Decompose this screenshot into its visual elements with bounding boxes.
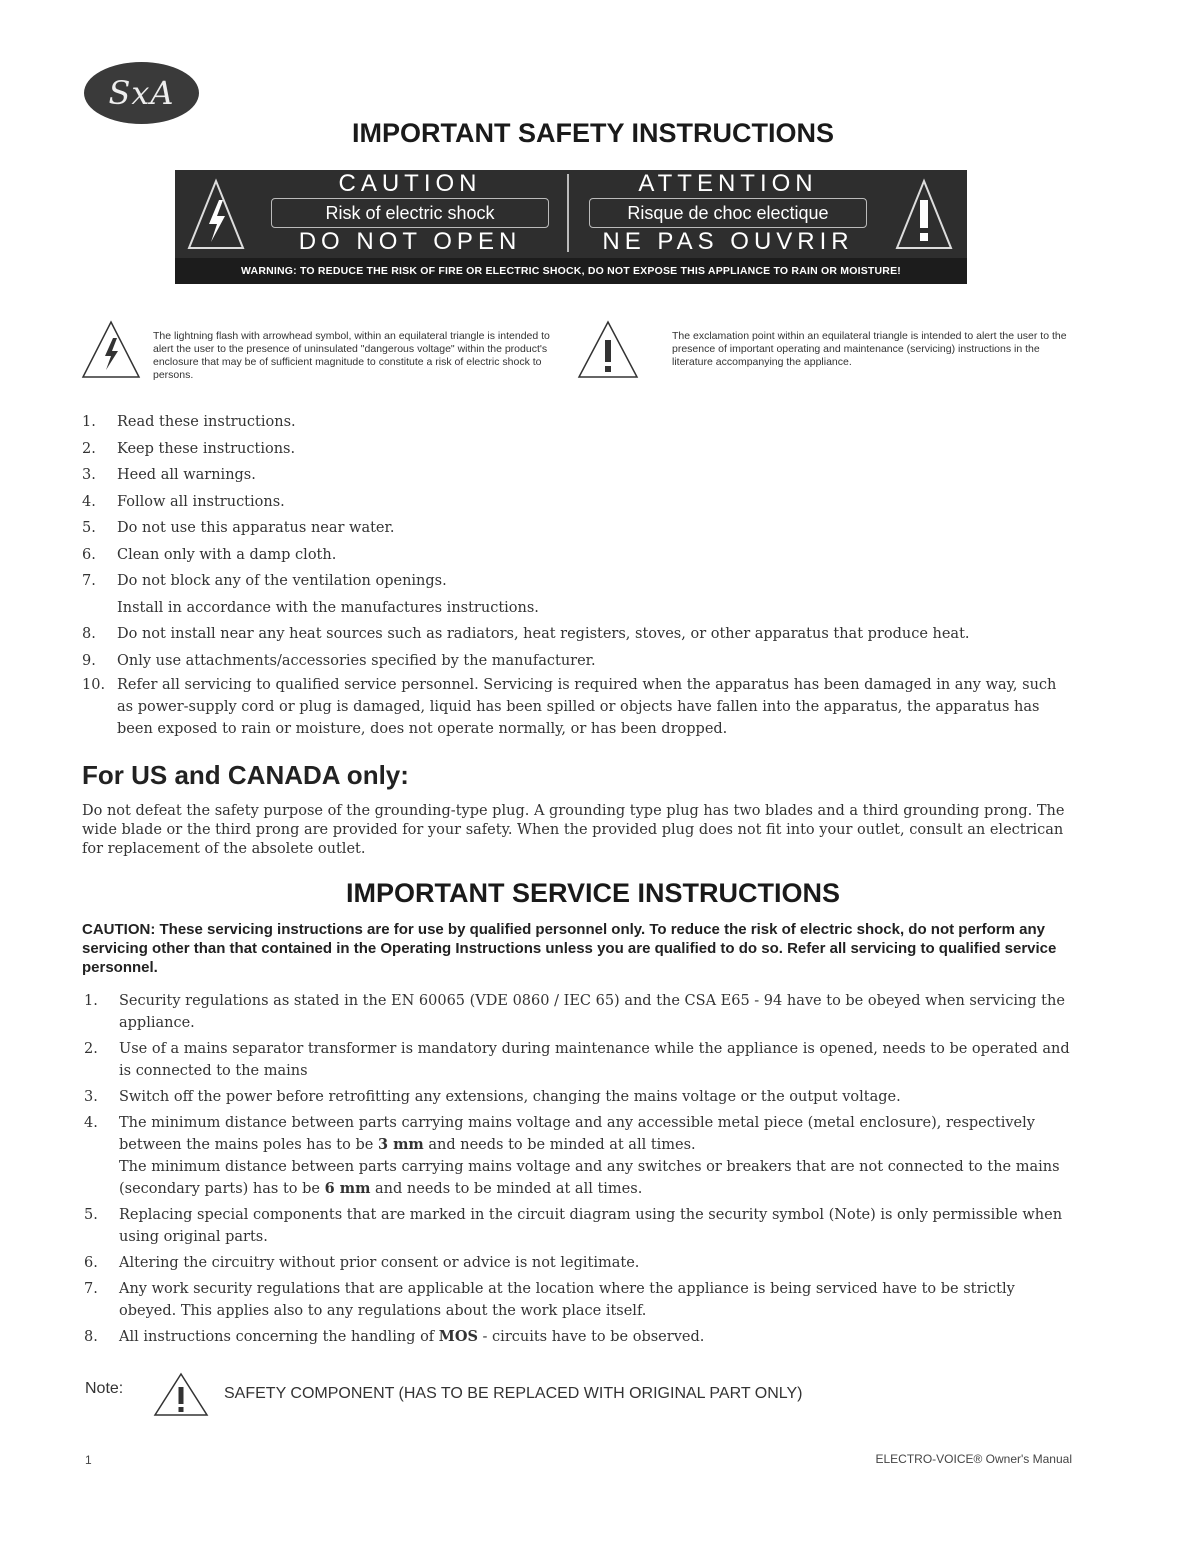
service-instructions-list [84, 990, 1074, 1352]
item-text: Only use attachments/accessories specified by the manufacturer. [117, 652, 596, 669]
item-number: 9. [82, 652, 96, 669]
list-item [84, 1252, 1074, 1274]
item-text-continuation: Install in accordance with the manufactures instructions. [117, 599, 539, 616]
lightning-symbol-description: The lightning flash with arrowhead symbol, within an equilateral triangle is intended to alert the user to the presence of uninsulated "dangerous voltage" within the product's enclosure that may be of sufficient magnitude to constitute a risk of electric shock to persons. [153, 330, 550, 381]
exclamation-warning-icon [895, 178, 953, 252]
caution-banner [175, 170, 967, 284]
exclamation-symbol-description: The exclamation point within an equilateral triangle is intended to alert the user to the presence of important operating and maintenance (servicing) instructions in the literature accompanying the appliance. [672, 330, 1067, 368]
us-canada-text: Do not defeat the safety purpose of the grounding-type plug. A grounding type plug has two blades and a third grounding prong. The wide blade or the third prong are provided for your safety. When the provided plug does not fit into your outlet, consult an electrican for replacement of the absolete outlet. [82, 803, 1065, 857]
item-text: Any work security regulations that are applicable at the location where the appliance is being serviced have to be strictly obeyed. This applies also to any regulations about the work place itself. [119, 1281, 1015, 1319]
list-item [82, 409, 1072, 436]
item-number: 4. [82, 493, 96, 510]
item-text: Refer all servicing to qualified service personnel. Servicing is required when the apparatus has been damaged in any way, such as power-supply cord or plug is damaged, liquid has been spilled or objects have fallen into the apparatus, the apparatus has been exposed to rain or moisture, does not operate normally, or has been dropped. [117, 677, 1057, 737]
item-number: 10. [82, 677, 106, 693]
item-bold-value: MOS [438, 1328, 478, 1345]
list-item [82, 436, 1072, 463]
item-text: Switch off the power before retrofitting any extensions, changing the mains voltage or the output voltage. [119, 1089, 901, 1105]
item-text: and needs to be minded at all times. [370, 1181, 643, 1197]
item-text: Do not install near any heat sources such as radiators, heat registers, stoves, or other apparatus that produce heat. [117, 626, 970, 642]
list-item [82, 462, 1072, 489]
item-number: 1. [82, 414, 96, 430]
ne-pas-ouvrir-label: NE PAS OUVRIR [602, 228, 854, 255]
item-text: All instructions concerning the handling of [119, 1329, 439, 1345]
list-item [84, 1278, 1074, 1322]
list-item [82, 621, 1072, 648]
footer-brand: ELECTRO-VOICE® Owner's Manual [875, 1452, 1072, 1466]
item-number: 3. [84, 1089, 98, 1105]
exclamation-triangle-icon [577, 320, 639, 380]
item-number: 7. [84, 1281, 98, 1297]
caution-label: CAUTION [338, 170, 482, 197]
safety-component-icon [153, 1372, 209, 1418]
item-number: 8. [84, 1329, 98, 1345]
item-text: Follow all instructions. [117, 493, 285, 510]
sxa-logo: SxA [84, 62, 199, 124]
list-item [84, 1038, 1074, 1082]
safety-instructions-list [82, 409, 1072, 740]
item-number: 4. [84, 1115, 98, 1131]
item-number: 5. [84, 1207, 98, 1223]
item-text: Use of a mains separator transformer is mandatory during maintenance while the appliance is opened, needs to be operated and is connected to the mains [119, 1041, 1070, 1079]
note-text: SAFETY COMPONENT (HAS TO BE REPLACED WITH ORIGINAL PART ONLY) [224, 1385, 803, 1402]
item-text: Heed all warnings. [117, 467, 256, 483]
service-title: IMPORTANT SERVICE INSTRUCTIONS [345, 878, 841, 908]
item-text: Clean only with a damp cloth. [117, 546, 337, 563]
item-text: Replacing special components that are marked in the circuit diagram using the security symbol (Note) is only permissible when using original parts. [119, 1207, 1063, 1245]
list-item [84, 990, 1074, 1034]
item-text: and needs to be minded at all times. [423, 1137, 696, 1153]
service-caution: CAUTION: These servicing instructions are for use by qualified personnel only. To reduce the risk of electric shock, do not perform any servicing other than that contained in the Operating Instructions unless you are qualified to do so. Refer all servicing to qualified service personnel. [82, 921, 1057, 976]
item-text: - circuits have to be observed. [477, 1329, 705, 1345]
list-item [82, 648, 1072, 675]
item-text: Do not block any of the ventilation openings. [117, 573, 447, 589]
item-text: Do not use this apparatus near water. [117, 520, 395, 536]
item-number: 2. [84, 1041, 98, 1057]
list-item [82, 515, 1072, 542]
item-number: 7. [82, 573, 96, 589]
item-text: Read these instructions. [117, 414, 296, 430]
lightning-triangle-icon [81, 320, 141, 380]
item-number: 6. [84, 1255, 98, 1271]
do-not-open-label: DO NOT OPEN [298, 228, 522, 255]
lightning-warning-icon [187, 178, 245, 252]
list-item [82, 489, 1072, 516]
list-item [82, 674, 1072, 740]
list-item [82, 542, 1072, 569]
item-number: 3. [82, 467, 96, 483]
risk-en-label: Risk of electric shock [271, 198, 549, 228]
item-number: 5. [82, 520, 96, 536]
item-text: The minimum distance between parts carrying mains voltage and any switches or breakers that are not connected to the mains (secondary parts) has to be [119, 1159, 1060, 1197]
item-number: 1. [84, 993, 98, 1009]
list-item [84, 1086, 1074, 1108]
item-number: 8. [82, 626, 96, 642]
safety-title: IMPORTANT SAFETY INSTRUCTIONS [351, 118, 834, 148]
item-text: Keep these instructions. [117, 440, 296, 457]
item-text: The minimum distance between parts carrying mains voltage and any accessible metal piece (metal enclosure), respectively between the mains poles has to be [119, 1115, 1035, 1153]
list-item [84, 1326, 1074, 1348]
list-item [82, 568, 1072, 621]
list-item [84, 1112, 1074, 1200]
page-number: 1 [85, 1453, 92, 1467]
banner-divider [567, 174, 569, 252]
list-item [84, 1204, 1074, 1248]
item-bold-value: 3 mm [377, 1136, 424, 1153]
banner-warning-text: WARNING: TO REDUCE THE RISK OF FIRE OR ELECTRIC SHOCK, DO NOT EXPOSE THIS APPLIANCE TO RAIN OR MOISTURE! [175, 258, 967, 284]
item-bold-value: 6 mm [324, 1180, 371, 1197]
us-canada-heading: For US and CANADA only: [82, 760, 409, 790]
risk-fr-label: Risque de choc electique [589, 198, 867, 228]
item-number: 6. [82, 546, 96, 563]
item-text: Altering the circuitry without prior consent or advice is not legitimate. [119, 1255, 640, 1271]
attention-label: ATTENTION [638, 170, 818, 197]
item-number: 2. [82, 440, 96, 457]
item-text: Security regulations as stated in the EN 60065 (VDE 0860 / IEC 65) and the CSA E65 - 94 have to be obeyed when servicing the appliance. [119, 993, 1065, 1031]
note-label: Note: [85, 1380, 124, 1397]
